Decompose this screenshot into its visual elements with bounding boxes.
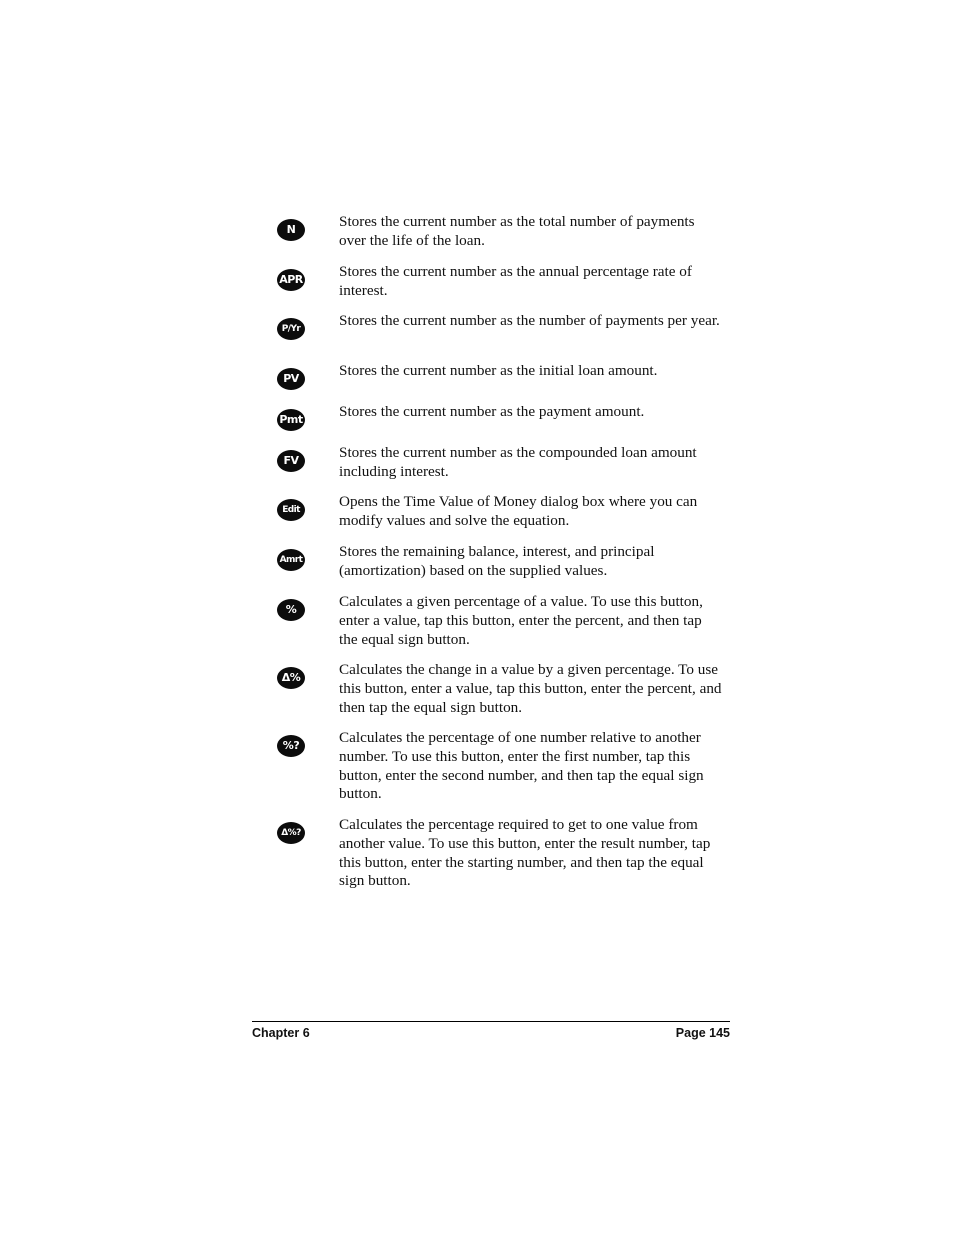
entry-description: Stores the remaining balance, interest, and principal (amortization) based on the supplied values. (339, 543, 655, 579)
percent-button-icon: % (277, 599, 305, 621)
entry-description: Stores the current number as the compounded loan amount including interest. (339, 444, 697, 480)
n-button-icon: N (277, 219, 305, 241)
entry-description: Opens the Time Value of Money dialog box where you can modify values and solve the equation. (339, 493, 698, 529)
payments-per-year-button-icon: P/Yr (277, 318, 305, 340)
entry-description: Stores the current number as the payment amount. (339, 403, 645, 420)
payment-button-icon: Pmt (277, 409, 305, 431)
apr-button-icon: APR (277, 269, 305, 291)
footer-chapter: Chapter 6 (252, 1026, 310, 1040)
entry-description: Calculates the percentage required to get to one value from another value. To use this button, enter the result number, tap this button, enter the starting number, and then tap the equal sign button. (339, 816, 711, 890)
percent-change-button-icon: Δ% (277, 667, 305, 689)
entry-description: Stores the current number as the total number of payments over the life of the loan. (339, 213, 695, 249)
footer-page-number: Page 145 (675, 1026, 730, 1040)
entry-description: Calculates the change in a value by a given percentage. To use this button, enter a value, tap this button, enter the percent, and then tap the equal sign button. (339, 661, 722, 716)
entry-description: Stores the current number as the initial loan amount. (339, 362, 658, 379)
entry-description: Calculates the percentage of one number relative to another number. To use this button, enter the first number, tap this button, enter the second number, and then tap the equal sign button. (339, 729, 704, 803)
entry-description: Stores the current number as the annual percentage rate of interest. (339, 263, 692, 299)
footer-divider (252, 1021, 730, 1022)
percent-difference-button-icon: Δ%? (277, 822, 305, 844)
entry-description: Calculates a given percentage of a value. To use this button, enter a value, tap this button, enter the percent, and then tap the equal sign button. (339, 593, 703, 648)
future-value-button-icon: FV (277, 450, 305, 472)
entry-description: Stores the current number as the number of payments per year. (339, 312, 720, 329)
amortization-button-icon: Amrt (277, 549, 305, 571)
edit-button-icon: Edit (277, 499, 305, 521)
present-value-button-icon: PV (277, 368, 305, 390)
percent-of-button-icon: %? (277, 735, 305, 757)
